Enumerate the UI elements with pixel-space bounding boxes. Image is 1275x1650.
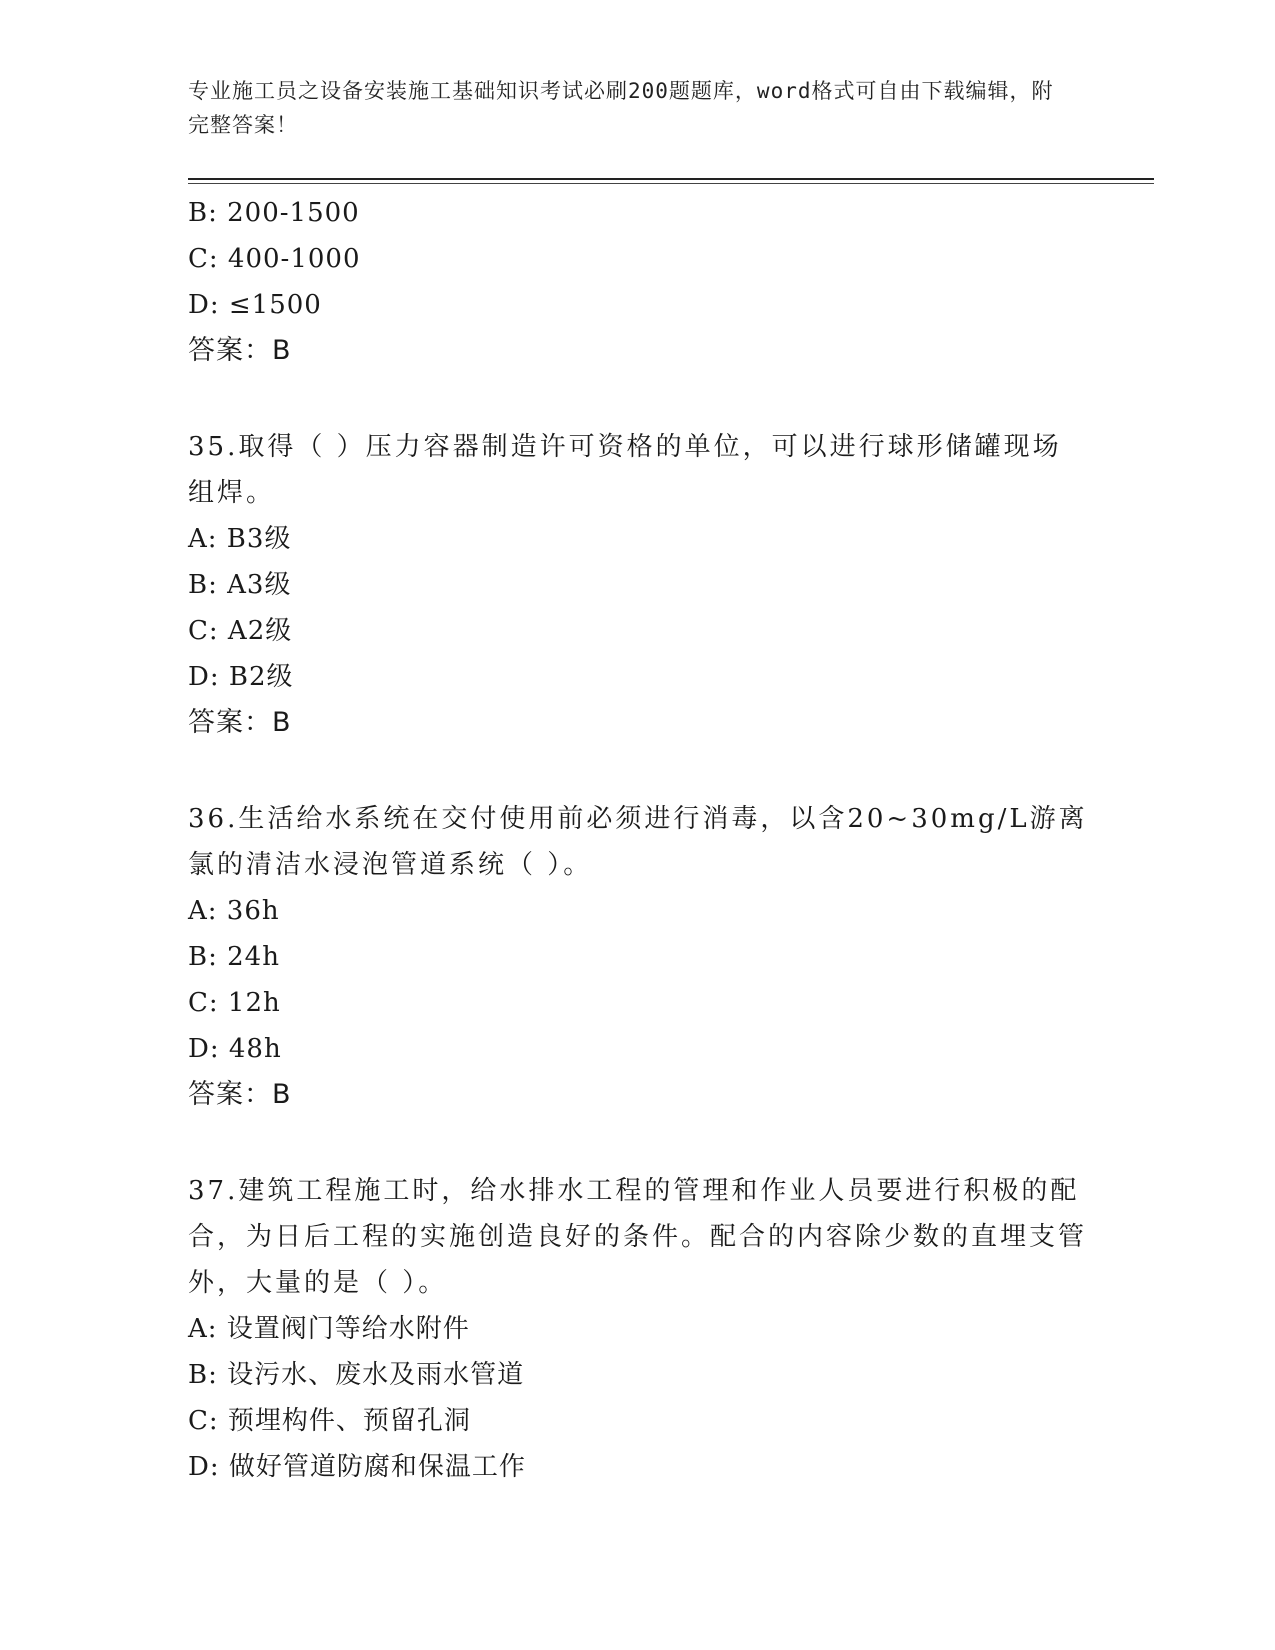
question-35	[188, 424, 1088, 746]
question-stem: 37.建筑工程施工时，给水排水工程的管理和作业人员要进行积极的配合，为日后工程的实施创造良好的条件。配合的内容除少数的直埋支管外，大量的是（ ）。	[188, 1176, 1088, 1298]
question-stem: 35.取得（ ）压力容器制造许可资格的单位，可以进行球形储罐现场组焊。	[188, 432, 1062, 508]
document-header: 专业施工员之设备安装施工基础知识考试必刷200题题库，word格式可自由下载编辑，附完整答案！	[188, 79, 1054, 137]
answer-line: 答案：B	[188, 1079, 292, 1110]
option-d: D: B2级	[188, 662, 294, 692]
header-divider	[188, 178, 1154, 180]
option-b: B: 200-1500	[188, 198, 360, 228]
option-d: D: ≤1500	[188, 290, 322, 320]
option-a: A: B3级	[188, 524, 292, 554]
option-c: C: 12h	[188, 988, 281, 1018]
question-36	[188, 796, 1088, 1118]
question-37	[188, 1168, 1088, 1490]
option-c: C: A2级	[188, 616, 293, 646]
option-b: B: 设污水、废水及雨水管道	[188, 1360, 525, 1390]
option-c: C: 400-1000	[188, 244, 361, 274]
option-d: D: 48h	[188, 1034, 282, 1064]
option-b: B: A3级	[188, 570, 292, 600]
option-a: A: 36h	[188, 896, 280, 926]
answer-line: 答案：B	[188, 707, 292, 738]
option-d: D: 做好管道防腐和保温工作	[188, 1452, 526, 1482]
option-c: C: 预埋构件、预留孔洞	[188, 1406, 471, 1436]
answer-line: 答案：B	[188, 335, 292, 366]
option-a: A: 设置阀门等给水附件	[188, 1314, 470, 1344]
question-stem: 36.生活给水系统在交付使用前必须进行消毒，以含20~30mg/L游离氯的清洁水浸泡管道系统（ ）。	[188, 804, 1088, 880]
option-b: B: 24h	[188, 942, 280, 972]
question-list	[188, 190, 1088, 1490]
header-divider-thin	[188, 183, 1154, 184]
question-34-continued	[188, 190, 1088, 374]
